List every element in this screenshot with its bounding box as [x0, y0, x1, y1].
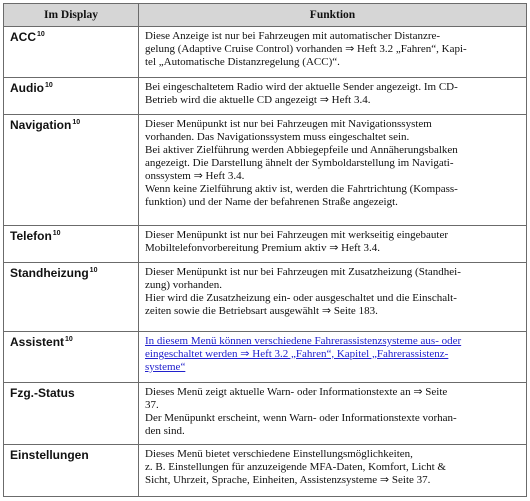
cross-reference-link-line[interactable]: In diesem Menü können verschiedene Fahrerassistenzsysteme aus- oder	[145, 334, 462, 347]
display-item-label: Telefon	[10, 228, 52, 243]
description-line: zung) vorhanden.	[145, 279, 222, 291]
description-line: Dieser Menüpunkt ist nur bei Fahrzeugen mit Zusatzheizung (Standhei-	[145, 266, 461, 278]
description-line: Der Menüpunkt erscheint, wenn Warn- oder Informationstexte vorhan-	[145, 411, 457, 424]
description-line: Mobiltelefonvorbereitung Premium aktiv ⇒ Heft 3.4.	[145, 241, 380, 254]
display-item-label: Assistent	[10, 334, 65, 349]
table-row	[4, 444, 527, 496]
display-item-label: ACC	[10, 30, 36, 44]
table-row	[4, 225, 527, 262]
cross-reference-link-line[interactable]: systeme“	[145, 360, 186, 373]
description-line: Dieser Menüpunkt ist nur bei Fahrzeugen mit werkseitig eingebauter	[145, 228, 449, 241]
header-funktion: Funktion	[139, 4, 527, 27]
description-line: vorhanden. Das Navigationssystem muss eingeschaltet sein.	[145, 131, 410, 144]
description-line: gelung (Adaptive Cruise Control) vorhanden ⇒ Heft 3.2 „Fahren“, Kapi-	[145, 43, 467, 55]
description-line: Wenn keine Zielführung aktiv ist, werden die Fahrtrichtung (Kompass-	[145, 183, 458, 196]
description-line: tel „Automatische Distanzregelung (ACC)“.	[145, 56, 340, 68]
row-display-name	[4, 382, 139, 444]
row-function-description	[139, 77, 527, 114]
description-line: onssystem ⇒ Heft 3.4.	[145, 170, 245, 183]
row-function-description	[139, 444, 527, 496]
display-item-label: Audio	[10, 80, 44, 95]
footnote-marker: 10	[72, 119, 81, 127]
header-im-display: Im Display	[4, 4, 139, 27]
row-function-description	[139, 382, 527, 444]
description-line: Diese Anzeige ist nur bei Fahrzeugen mit automatischer Distanzre-	[145, 30, 441, 42]
row-function-description	[139, 263, 527, 332]
description-line: Hier wird die Zusatzheizung ein- oder ausgeschaltet und die Einschalt-	[145, 292, 457, 304]
table-row	[4, 77, 527, 114]
row-display-name	[4, 444, 139, 496]
row-display-name	[4, 77, 139, 114]
description-line: Betrieb wird die aktuelle CD angezeigt ⇒ Heft 3.4.	[145, 93, 371, 106]
description-line: Dieses Menü zeigt aktuelle Warn- oder Informationstexte an ⇒ Seite	[145, 385, 448, 398]
row-function-description	[139, 331, 527, 382]
description-line: Bei eingeschaltetem Radio wird der aktuelle Sender angezeigt. Im CD-	[145, 80, 458, 93]
footnote-marker: 10	[65, 335, 73, 343]
description-line: z. B. Einstellungen für anzuzeigende MFA-Daten, Komfort, Licht &	[145, 460, 446, 473]
display-item-label: Navigation	[10, 118, 72, 133]
row-function-description	[139, 115, 527, 225]
description-line: zeiten sowie die Betriebsart ausgewählt ⇒ Seite 183.	[145, 305, 378, 317]
description-line: Dieser Menüpunkt ist nur bei Fahrzeugen mit Navigationssystem	[145, 118, 432, 131]
row-display-name	[4, 225, 139, 262]
row-display-name	[4, 331, 139, 382]
footnote-marker: 10	[37, 31, 45, 38]
display-item-label: Standheizung	[10, 266, 89, 280]
table-row	[4, 331, 527, 382]
row-function-description	[139, 27, 527, 78]
row-display-name	[4, 115, 139, 225]
display-item-label: Fzg.-Status	[10, 385, 75, 400]
header-row	[4, 4, 527, 27]
description-line: den sind.	[145, 424, 185, 437]
footnote-marker: 10	[45, 81, 53, 89]
description-line: Bei aktiver Zielführung werden Abbiegepfeile und Annäherungsbalken	[145, 144, 458, 157]
display-item-label: Einstellungen	[10, 447, 89, 462]
footnote-marker: 10	[89, 267, 98, 274]
description-line: 37.	[145, 398, 159, 411]
description-line: Sicht, Uhrzeit, Sprache, Einheiten, Assistenzsysteme ⇒ Seite 37.	[145, 473, 431, 486]
footnote-marker: 10	[52, 229, 61, 237]
description-line: angezeigt. Die Darstellung ähnelt der Symboldarstellung im Navigati-	[145, 157, 454, 170]
table-row	[4, 263, 527, 332]
table-row	[4, 382, 527, 444]
row-display-name	[4, 27, 139, 78]
table-row	[4, 27, 527, 78]
table-row	[4, 115, 527, 225]
display-function-table	[3, 3, 527, 497]
row-function-description	[139, 225, 527, 262]
description-line: Dieses Menü bietet verschiedene Einstellungsmöglichkeiten,	[145, 447, 413, 460]
row-display-name	[4, 263, 139, 332]
cross-reference-link-line[interactable]: eingeschaltet werden ⇒ Heft 3.2 „Fahren“, Kapitel „Fahrerassistenz-	[145, 347, 449, 360]
description-line: funktion) und der Name der befahrenen Straße angezeigt.	[145, 196, 398, 209]
